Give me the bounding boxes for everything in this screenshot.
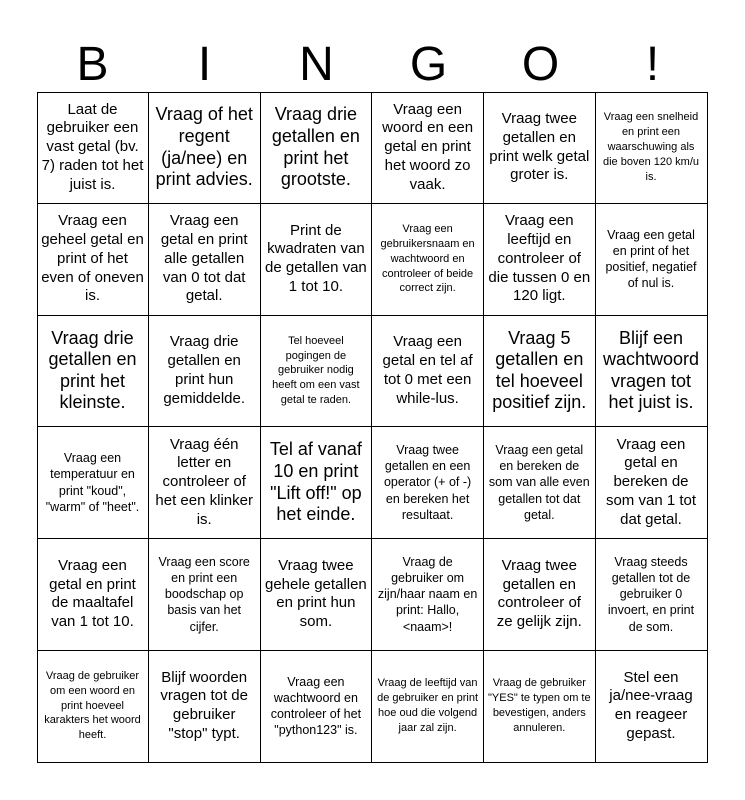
bingo-cell-text: Vraag een getal en print alle getallen van 0 tot dat getal. — [160, 212, 248, 305]
bingo-cell-text: Vraag een score en print een boodschap op basis van het cijfer. — [158, 554, 250, 634]
bingo-cell-text: Vraag een geheel getal en print of het even of oneven is. — [41, 212, 144, 305]
bingo-cell-text: Vraag de gebruiker "YES" te typen om te bevestigen, anders annuleren. — [488, 677, 591, 734]
header-letter-o: O — [521, 38, 560, 91]
bingo-cell[interactable] — [372, 92, 484, 204]
bingo-cell-text: Vraag een gebruikersnaam en wachtwoord en controleer of beide correct zijn. — [380, 223, 475, 295]
header-letter-g: G — [409, 38, 448, 91]
bingo-cell-text: Print de kwadraten van de getallen van 1 tot 10. — [265, 221, 367, 295]
bingo-cell-text: Vraag een getal en print de maaltafel van 1 tot 10. — [49, 556, 136, 631]
header-letter-i: I — [197, 38, 212, 91]
bingo-cell-text: Vraag drie getallen en print hun gemiddelde. — [163, 333, 246, 407]
bingo-cell[interactable] — [596, 204, 708, 316]
bingo-cell[interactable] — [596, 427, 708, 539]
bingo-cell-text: Vraag twee gehele getallen en print hun som. — [265, 556, 367, 631]
bingo-cell[interactable] — [596, 539, 708, 651]
bingo-cell-text: Vraag twee getallen en een operator (+ of -) en bereken het resultaat. — [383, 442, 472, 522]
bingo-cell-text: Vraag drie getallen en print het grootste. — [271, 104, 360, 190]
bingo-cell[interactable] — [484, 315, 596, 427]
bingo-cell[interactable] — [149, 315, 261, 427]
bingo-cell-text: Vraag of het regent (ja/nee) en print advies. — [155, 104, 253, 190]
bingo-grid — [37, 92, 708, 763]
bingo-cell-text: Vraag een getal en bereken de som van 1 tot dat getal. — [605, 435, 697, 528]
bingo-cell[interactable] — [596, 651, 708, 763]
bingo-cell[interactable] — [149, 427, 261, 539]
bingo-cell[interactable] — [37, 92, 149, 204]
bingo-cell[interactable] — [596, 92, 708, 204]
bingo-cell-text: Vraag twee getallen en print welk getal groter is. — [489, 110, 590, 184]
bingo-cell-text: Vraag een leeftijd en controleer of die tussen 0 en 120 ligt. — [488, 212, 591, 305]
bingo-cell-text: Vraag de gebruiker om zijn/haar naam en print: Hallo, <naam>! — [377, 554, 478, 634]
bingo-cell[interactable] — [484, 204, 596, 316]
bingo-cell[interactable] — [149, 92, 261, 204]
bingo-cell-text: Blijf een wachtwoord vragen tot het juist is. — [602, 327, 700, 413]
bingo-cell-text: Tel af vanaf 10 en print "Lift off!" op het einde. — [269, 439, 362, 525]
bingo-cell-text: Tel hoeveel pogingen de gebruiker nodig heeft om een vast getal te raden. — [272, 334, 360, 407]
bingo-cell[interactable] — [149, 539, 261, 651]
bingo-cell[interactable] — [260, 539, 372, 651]
bingo-cell-text: Vraag een getal en tel af tot 0 met een while-lus. — [382, 333, 473, 407]
bingo-cell[interactable] — [149, 651, 261, 763]
bingo-cell[interactable] — [372, 427, 484, 539]
bingo-cell[interactable] — [260, 204, 372, 316]
header-letter-n: N — [299, 38, 334, 91]
bingo-cell-text: Vraag een temperatuur en print "koud", "warm" of "heet". — [45, 451, 140, 514]
header-letter-b: B — [76, 38, 109, 91]
bingo-cell-text: Vraag drie getallen en print het kleinste. — [48, 327, 137, 413]
bingo-cell-text: Vraag steeds getallen tot de gebruiker 0 invoert, en print de som. — [607, 554, 695, 634]
bingo-cell-text: Vraag de gebruiker om een woord en print hoeveel karakters het woord heeft. — [44, 669, 141, 742]
bingo-cell[interactable] — [260, 651, 372, 763]
bingo-cell-text: Vraag 5 getallen en tel hoeveel positief zijn. — [492, 327, 587, 413]
bingo-cell-text: Laat de gebruiker een vast getal (bv. 7) raden tot het juist is. — [41, 100, 144, 193]
bingo-cell[interactable] — [37, 204, 149, 316]
bingo-cell-text: Stel een ja/nee-vraag en reageer gepast. — [609, 668, 693, 742]
bingo-cell[interactable] — [37, 539, 149, 651]
bingo-cell-text: Vraag een wachtwoord en controleer of het "python123" is. — [270, 674, 362, 738]
bingo-cell[interactable] — [596, 315, 708, 427]
bingo-cell[interactable] — [372, 539, 484, 651]
bingo-header — [37, 36, 708, 94]
bingo-cell-text: Vraag één letter en controleer of het een klinker is. — [155, 435, 253, 528]
bingo-cell[interactable] — [260, 427, 372, 539]
bingo-cell[interactable] — [149, 204, 261, 316]
header-letter-exclamation: ! — [645, 38, 660, 91]
bingo-cell[interactable] — [484, 651, 596, 763]
bingo-cell-text: Vraag de leeftijd van de gebruiker en print hoe oud die volgend jaar zal zijn. — [377, 677, 479, 734]
bingo-cell[interactable] — [372, 651, 484, 763]
bingo-cell-text: Vraag een woord en een getal en print het woord zo vaak. — [382, 100, 474, 193]
bingo-cell-text: Blijf woorden vragen tot de gebruiker "stop" typt. — [160, 668, 248, 742]
bingo-cell[interactable] — [484, 427, 596, 539]
bingo-cell[interactable] — [37, 427, 149, 539]
bingo-cell[interactable] — [37, 315, 149, 427]
bingo-cell-text: Vraag een getal en bereken de som van alle even getallen tot dat getal. — [488, 442, 590, 522]
bingo-cell[interactable] — [484, 92, 596, 204]
bingo-cell[interactable] — [37, 651, 149, 763]
bingo-cell-text: Vraag twee getallen en controleer of ze gelijk zijn. — [496, 556, 582, 631]
bingo-cell[interactable] — [260, 92, 372, 204]
bingo-cell-text: Vraag een getal en print of het positief, negatief of nul is. — [605, 227, 697, 291]
bingo-cell[interactable] — [260, 315, 372, 427]
bingo-cell[interactable] — [372, 315, 484, 427]
bingo-cell[interactable] — [484, 539, 596, 651]
bingo-cell-text: Vraag een snelheid en print een waarschuwing als die boven 120 km/u is. — [602, 111, 699, 183]
bingo-cell[interactable] — [372, 204, 484, 316]
